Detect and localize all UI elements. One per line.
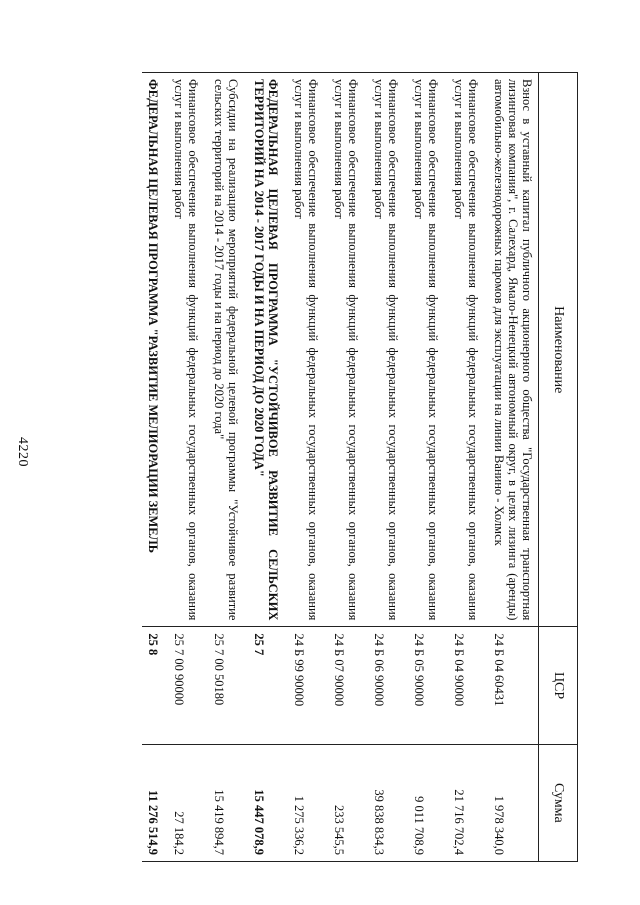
table-row-program: [248, 73, 288, 862]
table-row: [448, 73, 488, 862]
row-name: Финансовое обеспечение выполнения функций федеральных государственных органов, оказания услуг и выполнения работ: [168, 73, 208, 627]
row-sum: 15 447 078,9: [248, 744, 288, 861]
page-number: 4220: [15, 437, 30, 467]
row-sum: 9 011 708,9: [408, 744, 448, 861]
row-sum: 27 184,2: [168, 744, 208, 861]
column-header-name: Наименование: [539, 73, 578, 627]
row-sum: 21 716 702,4: [448, 744, 488, 861]
table-row: [328, 73, 368, 862]
row-csr: 25 8: [142, 627, 168, 744]
rotated-table-container: [78, 72, 578, 862]
row-csr: 24 Б 05 90000: [408, 627, 448, 744]
table-row-program: [142, 73, 168, 862]
table-row: [368, 73, 408, 862]
table-row: [208, 73, 248, 862]
row-sum: 233 545,5: [328, 744, 368, 861]
row-name: Финансовое обеспечение выполнения функций федеральных государственных органов, оказания услуг и выполнения работ: [448, 73, 488, 627]
table-row: [488, 73, 539, 862]
row-sum: 15 419 894,7: [208, 744, 248, 861]
row-name: Субсидии на реализацию мероприятий федеральной целевой программы "Устойчивое развитие сельских территорий на 2014 - 2017 годы и на период до 2020 года": [208, 73, 248, 627]
row-csr: 24 Б 07 90000: [328, 627, 368, 744]
row-csr: 24 Б 04 60431: [488, 627, 539, 744]
table-header-row: [539, 73, 578, 862]
row-csr: 24 Б 04 90000: [448, 627, 488, 744]
row-csr: 25 7: [248, 627, 288, 744]
row-name: Финансовое обеспечение выполнения функций федеральных государственных органов, оказания услуг и выполнения работ: [408, 73, 448, 627]
table-row: [408, 73, 448, 862]
row-name: ФЕДЕРАЛЬНАЯ ЦЕЛЕВАЯ ПРОГРАММА "РАЗВИТИЕ МЕЛИОРАЦИИ ЗЕМЕЛЬ: [142, 73, 168, 627]
column-header-csr: ЦСР: [539, 627, 578, 744]
row-csr: 25 7 00 50180: [208, 627, 248, 744]
row-csr: 25 7 00 90000: [168, 627, 208, 744]
row-name: Взнос в уставный капитал публичного акционерного общества "Государственная транспортная лизинговая компания", г. Салехард, Ямало-Ненецкий автономный округ, в целях лизинга (аренды) автомобильно-железнодорожных паромов для эксплуатации на линии Ванино - Холмск: [488, 73, 539, 627]
row-sum: 1 275 336,2: [288, 744, 328, 861]
column-header-sum: Сумма: [539, 744, 578, 861]
row-sum: 1 978 340,0: [488, 744, 539, 861]
table-row: [168, 73, 208, 862]
row-sum: 11 276 514,9: [142, 744, 168, 861]
row-name: ФЕДЕРАЛЬНАЯ ЦЕЛЕВАЯ ПРОГРАММА "УСТОЙЧИВОЕ РАЗВИТИЕ СЕЛЬСКИХ ТЕРРИТОРИЙ НА 2014 - 2017 ГОДЫ И НА ПЕРИОД ДО 2020 ГОДА": [248, 73, 288, 627]
budget-table: [142, 72, 578, 862]
row-csr: 24 Б 06 90000: [368, 627, 408, 744]
row-name: Финансовое обеспечение выполнения функций федеральных государственных органов, оказания услуг и выполнения работ: [328, 73, 368, 627]
row-sum: 39 838 834,3: [368, 744, 408, 861]
row-name: Финансовое обеспечение выполнения функций федеральных государственных органов, оказания услуг и выполнения работ: [368, 73, 408, 627]
table-row: [288, 73, 328, 862]
row-csr: 24 Б 99 90000: [288, 627, 328, 744]
row-name: Финансовое обеспечение выполнения функций федеральных государственных органов, оказания услуг и выполнения работ: [288, 73, 328, 627]
